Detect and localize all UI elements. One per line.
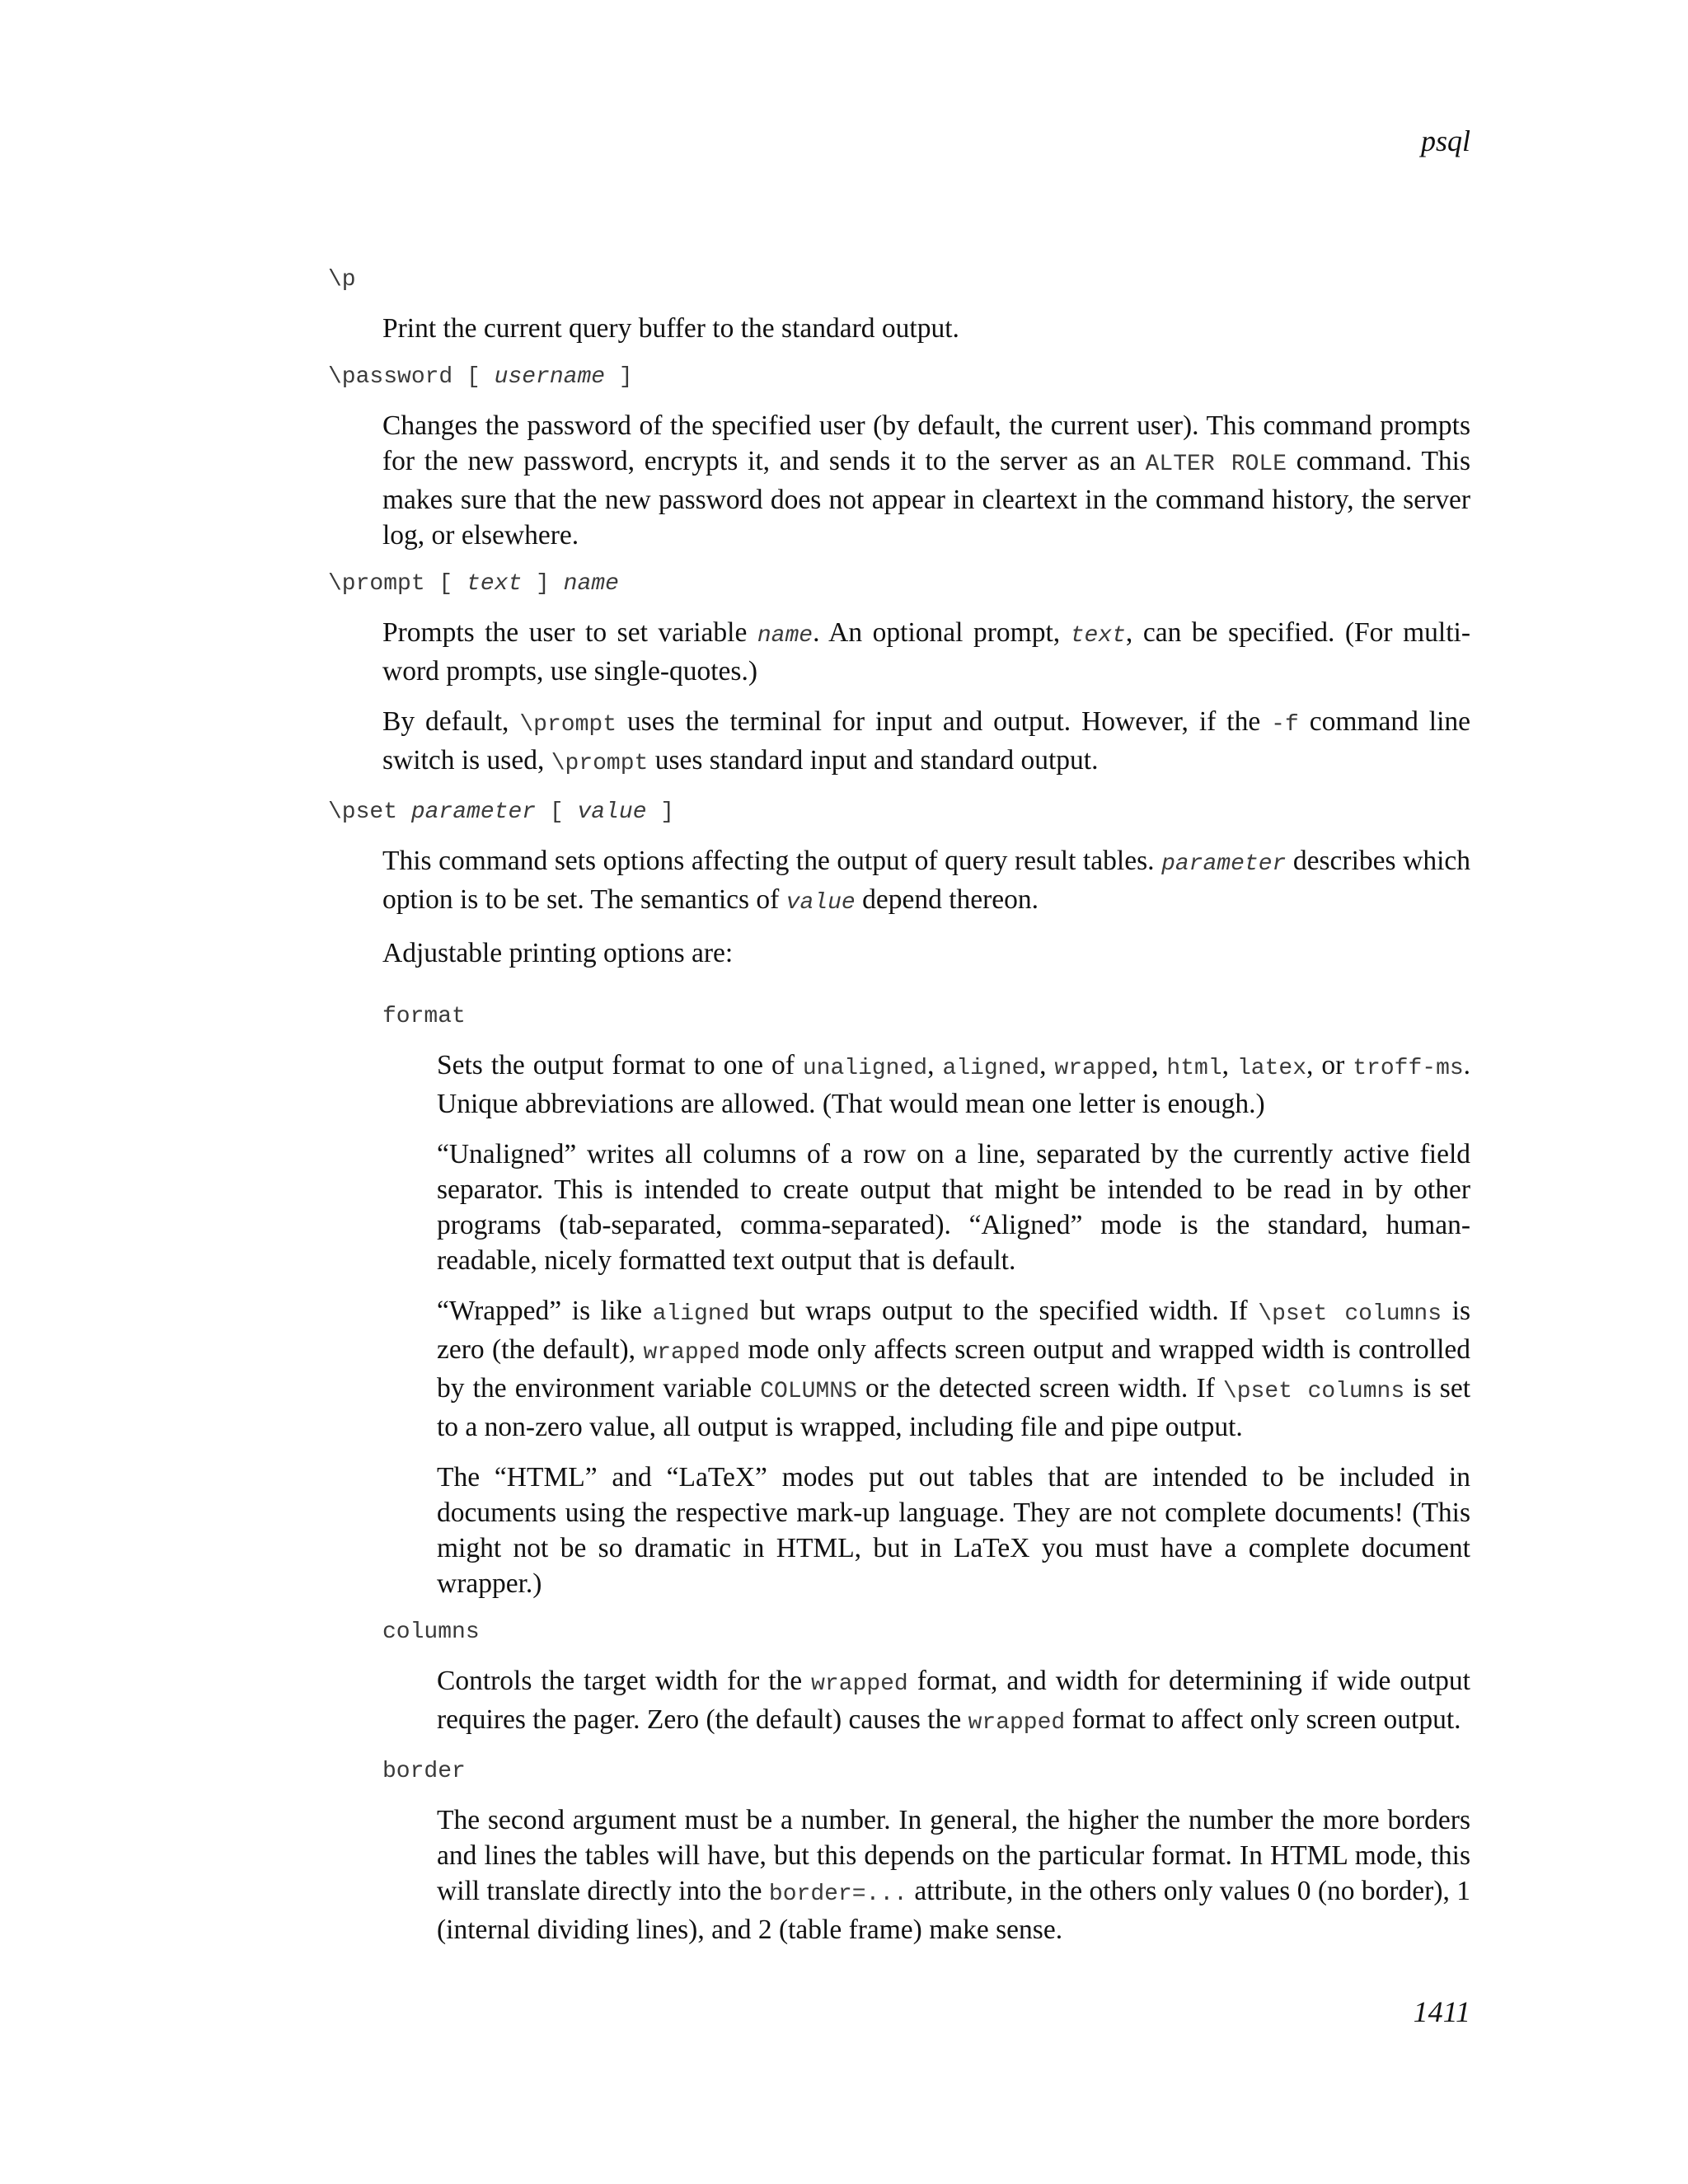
text: , can be specified. (For multi-word prompts, use single-quotes.) [382, 617, 1471, 687]
text: Sets the output format to one of [437, 1050, 803, 1080]
text: depend thereon. [855, 884, 1039, 915]
term-format: format [382, 1004, 466, 1029]
text: format, and width for determining if wide output requires the pager. Zero (the default) causes the [437, 1666, 1470, 1735]
desc-p-text: Print the current query buffer to the standard output. [382, 313, 959, 344]
text: This command sets options affecting the output of query result tables. [382, 846, 1162, 876]
text: . Unique abbreviations are allowed. (That would mean one letter is enough.) [437, 1050, 1471, 1119]
text: attribute, in the others only values 0 (no border), 1 (internal dividing lines), and 2 (table frame) make sense. [437, 1876, 1470, 1945]
code-aligned: aligned [652, 1301, 750, 1327]
separator: , [1151, 1050, 1167, 1080]
term-password-cmd: \password [ [328, 364, 495, 390]
text: but wraps output to the specified width. If [749, 1296, 1259, 1326]
term-pset-end: ] [646, 799, 675, 825]
running-title: psql [1420, 124, 1470, 157]
text: uses standard input and standard output. [648, 745, 1099, 776]
term-columns: columns [382, 1619, 480, 1645]
code-value: value [785, 890, 856, 916]
code-unaligned: unaligned [802, 1056, 928, 1081]
term-prompt [328, 566, 1470, 602]
text: The second argument must be a number. In general, the higher the number the more borders and lines the tables will have, but this depends on the particular format. In HTML mode, this will translate directly into the [437, 1805, 1470, 1906]
text: . An optional prompt, [813, 617, 1071, 648]
code-parameter: parameter [1161, 851, 1287, 877]
text: command. This makes sure that the new password does not appear in cleartext in the command history, the server log, or elsewhere. [382, 446, 1470, 551]
desc-format-p3 [437, 1293, 1470, 1445]
desc-border [437, 1802, 1470, 1947]
text: Changes the password of the specified user (by default, the current user). This command prompts for the new password, encrypts it, and sends it to the server as an [382, 410, 1470, 476]
text: is set to a non-zero value, all output is wrapped, including file and pipe output. [437, 1373, 1471, 1442]
text: uses the terminal for input and output. However, if the [617, 706, 1272, 737]
desc-pset [382, 843, 1470, 1947]
desc-password [382, 408, 1470, 553]
code-pset-columns: \pset columns [1258, 1301, 1442, 1327]
desc-format-p4: The “HTML” and “LaTeX” modes put out tables that are intended to be included in documents using the respective mark-up language. They are not complete documents! (This might not be so dramatic in HTML, but in LaTeX you must have a complete document wrapper.) [437, 1462, 1470, 1599]
text: or the detected screen width. If [856, 1373, 1223, 1404]
code-wrapped: wrapped [1054, 1056, 1152, 1081]
text: mode only affects screen output and wrapped width is controlled by the environment variable [437, 1334, 1470, 1404]
term-pset [328, 794, 1470, 830]
text: Controls the target width for the [437, 1666, 812, 1696]
code-latex: latex [1237, 1056, 1307, 1081]
desc-pset-p1 [382, 843, 1470, 921]
desc-p [382, 311, 1470, 346]
code-pset-columns: \pset columns [1222, 1379, 1405, 1404]
text: By default, [382, 706, 520, 737]
term-pset-cmd: \pset [328, 799, 411, 825]
code-wrapped: wrapped [811, 1671, 908, 1697]
term-border: border [382, 1759, 466, 1784]
desc-password-text [382, 408, 1470, 553]
text: Prompts the user to set variable [382, 617, 757, 648]
desc-prompt [382, 615, 1470, 781]
code-html: html [1166, 1056, 1222, 1081]
desc-border-p1 [437, 1802, 1470, 1947]
code-alter-role: ALTER ROLE [1145, 452, 1287, 477]
code-name: name [757, 623, 814, 649]
term-prompt-arg-name: name [563, 571, 619, 597]
separator: , or [1306, 1050, 1353, 1080]
code-f-switch: -f [1271, 712, 1299, 738]
code-columns-env: COLUMNS [760, 1379, 857, 1404]
text: “Wrapped” is like [437, 1296, 653, 1326]
text: is zero (the default), [437, 1296, 1470, 1365]
text: command line switch is used, [382, 706, 1470, 776]
page-number: 1411 [1413, 1995, 1470, 2028]
text: describes which option is to be set. The semantics of [382, 846, 1470, 915]
term-prompt-arg-text: text [467, 571, 523, 597]
term-p: \p [328, 267, 356, 293]
term-password-arg: username [494, 364, 606, 390]
term-prompt-cmd: \prompt [ [328, 571, 467, 597]
term-pset-arg-value: value [577, 799, 647, 825]
desc-pset-p2: Adjustable printing options are: [382, 938, 734, 968]
term-prompt-mid: ] [522, 571, 564, 597]
desc-prompt-p2 [382, 704, 1470, 781]
text: format to affect only screen output. [1065, 1704, 1461, 1735]
code-troff-ms: troff-ms [1353, 1056, 1464, 1081]
term-password [328, 359, 1470, 395]
desc-format [437, 1047, 1470, 1601]
desc-prompt-p1 [382, 615, 1470, 689]
command-reference [328, 262, 1470, 1947]
separator: , [1039, 1050, 1055, 1080]
code-wrapped: wrapped [968, 1710, 1066, 1736]
code-prompt: \prompt [551, 751, 649, 776]
desc-format-p1 [437, 1047, 1470, 1122]
term-pset-mid: [ [536, 799, 578, 825]
term-password-end: ] [605, 364, 633, 390]
desc-columns [437, 1663, 1470, 1741]
separator: , [1221, 1050, 1237, 1080]
code-wrapped: wrapped [643, 1340, 741, 1366]
code-aligned: aligned [942, 1056, 1040, 1081]
desc-columns-p1 [437, 1663, 1470, 1741]
code-prompt: \prompt [519, 712, 617, 738]
separator: , [927, 1050, 943, 1080]
desc-format-p2: “Unaligned” writes all columns of a row on a line, separated by the currently active field separator. This is intended to create output that might be intended to be read in by other programs (tab-separated, comma-separated). “Aligned” mode is the standard, human-readable, nicely formatted text output that is default. [437, 1139, 1470, 1276]
code-border-attr: border=... [768, 1882, 907, 1907]
code-text: text [1070, 623, 1126, 649]
term-pset-arg-parameter: parameter [410, 799, 537, 825]
